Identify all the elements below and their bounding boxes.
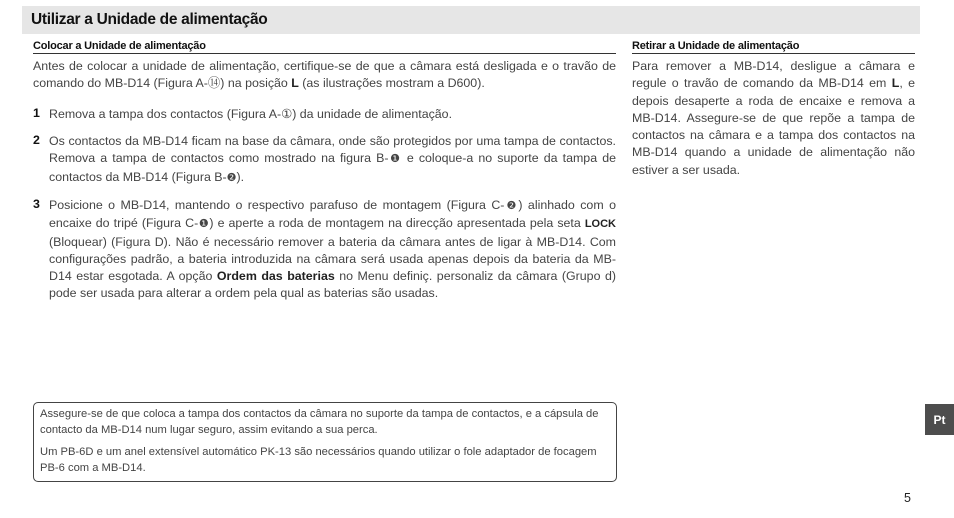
step-3-marker-2: ❷: [504, 200, 519, 212]
section-heading-attach: Colocar a Unidade de alimentação: [33, 40, 616, 54]
step-3-text-e: no Menu definiç. personaliz da câmara (Grupo d) pode ser usada para alterar a ordem pela qual as baterias são usadas.: [49, 269, 616, 301]
intro-bold-l: L: [291, 76, 299, 91]
section-heading-remove: Retirar a Unidade de alimentação: [632, 40, 915, 54]
step-2-text-a: Os contactos da MB-D14 ficam na base da câmara, onde são protegidos por uma tampa de contactos. Remova a tampa de contactos como mostrado na figura B-: [49, 134, 616, 166]
page-number: 5: [904, 491, 911, 505]
step-2-text-c: ).: [236, 169, 245, 184]
note-paragraph-2: Um PB-6D e um anel extensível automático PK-13 são necessários quando utilizar o fole adaptador de focagem PB-6 com a MB-D14.: [40, 446, 597, 474]
step-3-marker-1: ❶: [198, 218, 210, 231]
step-2-marker-1: ❶: [388, 153, 402, 166]
step-3-text-c: ) e aperte a roda de montagem na direcção apresentada pela seta: [209, 216, 585, 231]
battery-order-option: Ordem das baterias: [216, 269, 335, 284]
remove-text-2: , e depois desaperte a roda de encaixe e remova a MB-D14. Assegure-se de que repõe a tampa de contactos na câmara e a tampa dos contactos na MB-D14 quando a unidade de alimentação não estiver a ser usada.: [632, 76, 915, 177]
remove-paragraph: [632, 58, 915, 179]
language-tab: Pt: [925, 404, 954, 435]
step-2-text-b: e coloque-a no suporte da tampa de contactos da MB-D14 (Figura B-: [49, 151, 616, 184]
step-3-number: 3: [33, 197, 40, 211]
page-title: Utilizar a Unidade de alimentação: [31, 11, 268, 28]
step-1-number: 1: [33, 106, 40, 120]
step-1-text: Remova a tampa dos contactos (Figura A-①) da unidade de alimentação.: [49, 107, 453, 121]
note-paragraph-1: Assegure-se de que coloca a tampa dos contactos da câmara no suporte da tampa de contactos, e a cápsula de contacto da MB-D14 num lugar seguro, assim evitando a sua perca.: [40, 408, 599, 436]
intro-text-1: Antes de colocar a unidade de alimentação, certifique-se de que a câmara está desligada e o travão de comando do MB-D14 (Figura A-⑭) na posição: [33, 59, 616, 91]
remove-text-1: Para remover a MB-D14, desligue a câmara e regule o travão de comando da MB-D14 em: [632, 59, 915, 91]
intro-paragraph: [33, 58, 616, 93]
note-box: [33, 402, 617, 482]
remove-bold-l: L: [891, 76, 900, 91]
step-2-number: 2: [33, 133, 40, 147]
intro-text-2: (as ilustrações mostram a D600).: [298, 76, 485, 91]
step-3-text-b: ) alinhado com o encaixe do tripé (Figura C-: [49, 198, 616, 231]
step-2-marker-2: ❷: [226, 171, 237, 184]
step-3-text-a: Posicione o MB-D14, mantendo o respectivo parafuso de montagem (Figura C-: [49, 198, 505, 212]
step-2-text: [49, 133, 616, 187]
lock-label: LOCK: [584, 218, 616, 231]
step-3-text: [49, 197, 616, 303]
step-3-text-d: (Bloquear) (Figura D). Não é necessário remover a bateria da câmara antes de ligar à MB-D14. Com configurações padrão, a bateria introduzida na câmara será usada apenas depois da bateria da MB-D14 estar esgotada. A opção: [49, 234, 616, 284]
title-bar: [22, 6, 920, 34]
